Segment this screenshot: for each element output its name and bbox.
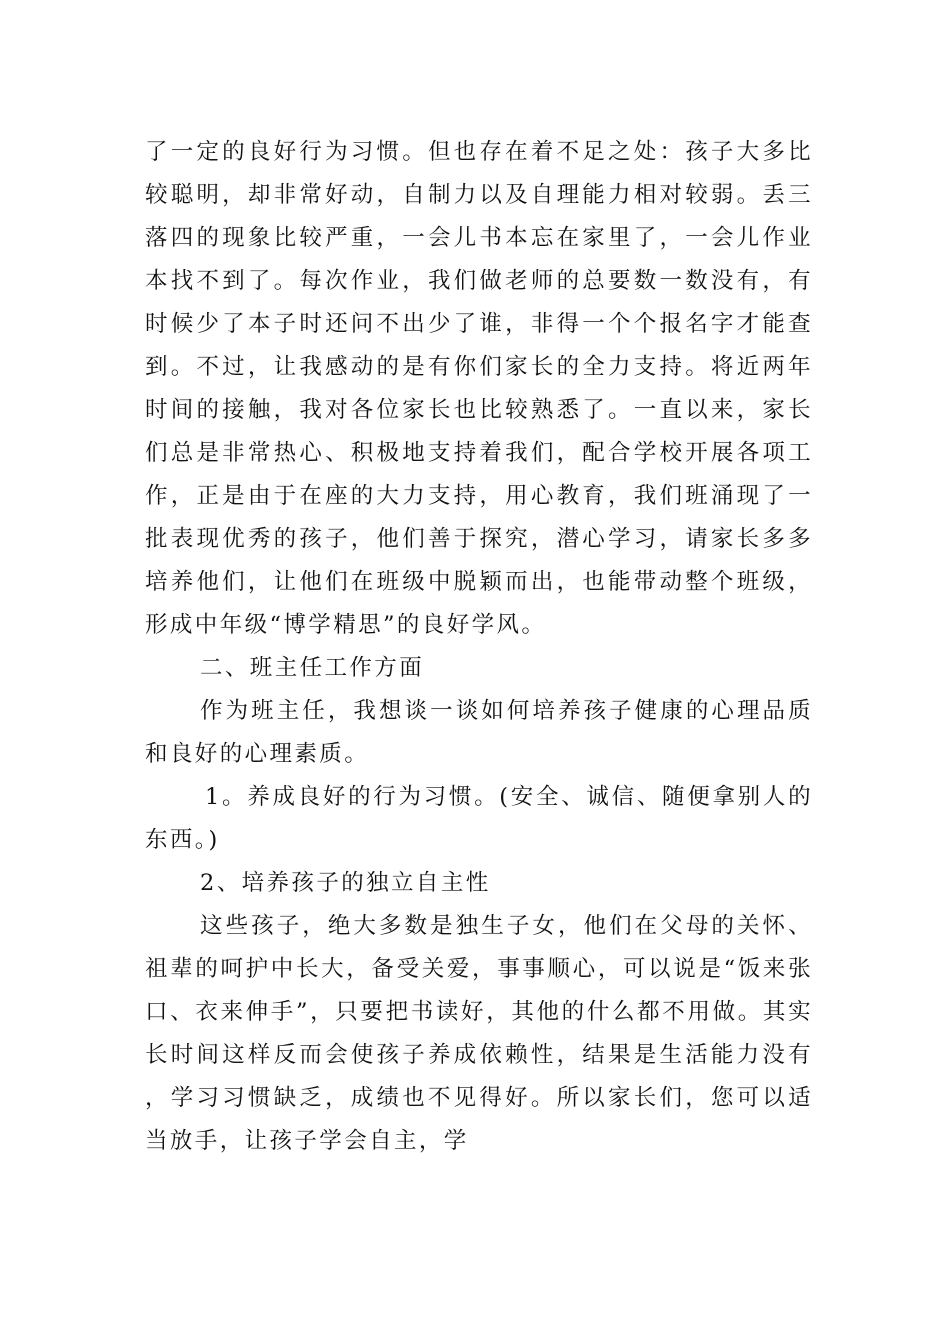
- paragraph-continuation: 了一定的良好行为习惯。但也存在着不足之处：孩子大多比较聪明，却非常好动，自制力以及自理能力相对较弱。丢三落四的现象比较严重，一会儿书本忘在家里了，一会儿作业本找不到了。每次作业，我们做老师的总要数一数没有，有时候少了本子时还问不出少了谁，非得一个个报名字才能查到。不过，让我感动的是有你们家长的全力支持。将近两年时间的接触，我对各位家长也比较熟悉了。一直以来，家长们总是非常热心、积极地支持着我们，配合学校开展各项工作，正是由于在座的大力支持，用心教育，我们班涌现了一批表现优秀的孩子，他们善于探究，潜心学习，请家长多多培养他们，让他们在班级中脱颖而出，也能带动整个班级，形成中年级“博学精思”的良好学风。: [145, 139, 813, 638]
- section-heading-head-teacher-work: 二、班主任工作方面: [200, 655, 425, 681]
- document-body: [145, 131, 813, 1163]
- paragraph-head-teacher-intro: 作为班主任，我想谈一谈如何培养孩子健康的心理品质和良好的心理素质。: [145, 698, 813, 767]
- paragraph-independence: 这些孩子，绝大多数是独生子女，他们在父母的关怀、祖辈的呵护中长大，备受关爱，事事顺心，可以说是“饭来张口、衣来伸手”，只要把书读好，其他的什么都不用做。其实长时间这样反而会使孩子养成依赖性，结果是生活能力没有，学习习惯缺乏，成绩也不见得好。所以家长们，您可以适当放手，让孩子学会自主，学: [145, 913, 813, 1154]
- subheading-independence: 2、培养孩子的独立自主性: [200, 870, 491, 896]
- list-item-behavior-habits: 1。养成良好的行为习惯。(安全、诚信、随便拿别人的东西。): [145, 784, 813, 853]
